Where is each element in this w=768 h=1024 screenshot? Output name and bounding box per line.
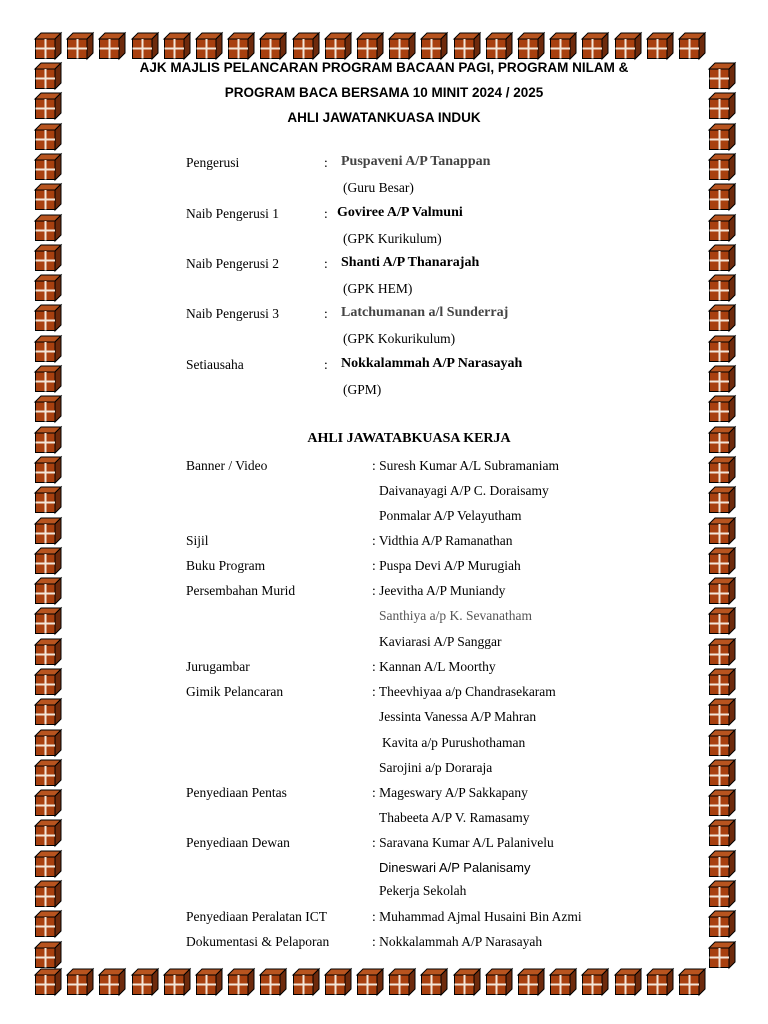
induk-label-naib-2: Naib Pengerusi 2 <box>186 256 279 271</box>
brick-cube-icon <box>35 669 61 695</box>
brick-cube-icon <box>132 969 158 995</box>
brick-cube-icon <box>582 33 608 59</box>
brick-cube-icon <box>709 396 735 422</box>
kerja-label-jurugambar: Jurugambar <box>186 659 250 674</box>
brick-cube-icon <box>196 33 222 59</box>
kerja-label-gimik: Gimik Pelancaran <box>186 684 284 699</box>
brick-cube-icon <box>709 184 735 210</box>
induk-role-naib-2: (GPK HEM) <box>343 281 413 296</box>
brick-cube-icon <box>709 487 735 513</box>
brick-cube-icon <box>709 518 735 544</box>
brick-cube-icon <box>709 457 735 483</box>
kerja-label-dokumentasi: Dokumentasi & Pelaporan <box>186 934 330 949</box>
kerja-member: : Vidthia A/P Ramanathan <box>372 533 513 548</box>
kerja-member: : Kannan A/L Moorthy <box>372 659 496 674</box>
kerja-member: Thabeeta A/P V. Ramasamy <box>379 810 530 825</box>
brick-cube-icon <box>550 969 576 995</box>
kerja-member: Kaviarasi A/P Sanggar <box>379 634 502 649</box>
brick-cube-icon <box>647 969 673 995</box>
brick-cube-icon <box>35 608 61 634</box>
brick-cube-icon <box>421 969 447 995</box>
brick-cube-icon <box>35 275 61 301</box>
kerja-member: : Suresh Kumar A/L Subramaniam <box>372 458 559 473</box>
kerja-member: Kavita a/p Purushothaman <box>382 735 526 750</box>
kerja-label-pentas: Penyediaan Pentas <box>186 785 287 800</box>
brick-cube-icon <box>35 942 61 968</box>
brick-cube-icon <box>709 305 735 331</box>
brick-cube-icon <box>35 699 61 725</box>
kerja-label-dewan: Penyediaan Dewan <box>186 835 290 850</box>
kerja-member: Sarojini a/p Doraraja <box>379 760 493 775</box>
brick-cube-icon <box>35 336 61 362</box>
brick-cube-icon <box>35 969 61 995</box>
brick-cube-icon <box>35 457 61 483</box>
brick-cube-icon <box>709 608 735 634</box>
brick-cube-icon <box>709 366 735 392</box>
brick-cube-icon <box>486 33 512 59</box>
brick-cube-icon <box>35 124 61 150</box>
colon: : <box>324 256 328 271</box>
brick-cube-icon <box>679 33 705 59</box>
brick-cube-icon <box>389 33 415 59</box>
kerja-member: Ponmalar A/P Velayutham <box>379 508 522 523</box>
induk-label-pengerusi: Pengerusi <box>186 155 240 170</box>
brick-cube-icon <box>67 969 93 995</box>
brick-cube-icon <box>679 969 705 995</box>
brick-cube-icon <box>518 33 544 59</box>
brick-cube-icon <box>709 548 735 574</box>
brick-cube-icon <box>260 969 286 995</box>
kerja-member: Dineswari A/P Palanisamy <box>379 860 531 875</box>
brick-cube-icon <box>35 790 61 816</box>
brick-cube-icon <box>99 33 125 59</box>
brick-cube-icon <box>164 969 190 995</box>
induk-name-naib-2: Shanti A/P Thanarajah <box>341 255 480 270</box>
brick-cube-icon <box>709 911 735 937</box>
brick-cube-icon <box>709 124 735 150</box>
brick-cube-icon <box>615 969 641 995</box>
brick-cube-icon <box>709 790 735 816</box>
brick-cube-icon <box>709 820 735 846</box>
section-title-induk: AHLI JAWATANKUASA INDUK <box>287 110 481 125</box>
induk-name-naib-1: Goviree A/P Valmuni <box>337 205 463 220</box>
brick-cube-icon <box>709 851 735 877</box>
induk-label-setiausaha: Setiausaha <box>186 357 244 372</box>
brick-cube-icon <box>196 969 222 995</box>
kerja-member: Jessinta Vanessa A/P Mahran <box>379 709 537 724</box>
brick-cube-icon <box>35 851 61 877</box>
brick-cube-icon <box>709 639 735 665</box>
induk-name-naib-3: Latchumanan a/l Sunderraj <box>341 305 509 320</box>
brick-cube-icon <box>35 518 61 544</box>
brick-cube-icon <box>35 33 61 59</box>
brick-cube-icon <box>709 275 735 301</box>
kerja-member: : Mageswary A/P Sakkapany <box>372 785 528 800</box>
document-title-line-1: AJK MAJLIS PELANCARAN PROGRAM BACAAN PAGI, PROGRAM NILAM & <box>139 60 629 75</box>
brick-cube-icon <box>709 730 735 756</box>
kerja-member: : Muhammad Ajmal Husaini Bin Azmi <box>372 909 582 924</box>
brick-cube-icon <box>454 969 480 995</box>
induk-role-naib-3: (GPK Kokurikulum) <box>343 331 456 346</box>
brick-cube-icon <box>709 881 735 907</box>
brick-cube-icon <box>709 942 735 968</box>
brick-cube-icon <box>550 33 576 59</box>
brick-cube-icon <box>582 969 608 995</box>
brick-cube-icon <box>389 969 415 995</box>
brick-cube-icon <box>35 184 61 210</box>
kerja-member: Daivanayagi A/P C. Doraisamy <box>379 483 549 498</box>
brick-cube-icon <box>325 33 351 59</box>
kerja-label-persembahan: Persembahan Murid <box>186 583 296 598</box>
brick-cube-icon <box>709 336 735 362</box>
brick-cube-icon <box>709 699 735 725</box>
brick-cube-icon <box>325 969 351 995</box>
kerja-member: : Saravana Kumar A/L Palanivelu <box>372 835 554 850</box>
induk-label-naib-3: Naib Pengerusi 3 <box>186 306 279 321</box>
brick-cube-icon <box>228 969 254 995</box>
kerja-label-banner: Banner / Video <box>186 458 268 473</box>
kerja-label-buku-program: Buku Program <box>186 558 266 573</box>
brick-cube-icon <box>647 33 673 59</box>
induk-role-pengerusi: (Guru Besar) <box>343 180 414 195</box>
kerja-label-ict: Penyediaan Peralatan ICT <box>186 909 327 924</box>
induk-role-naib-1: (GPK Kurikulum) <box>343 231 442 246</box>
induk-role-setiausaha: (GPM) <box>343 382 382 397</box>
kerja-member: : Jeevitha A/P Muniandy <box>372 583 506 598</box>
brick-cube-icon <box>35 154 61 180</box>
kerja-member: Santhiya a/p K. Sevanatham <box>379 608 532 623</box>
colon: : <box>324 306 328 321</box>
kerja-label-sijil: Sijil <box>186 533 209 548</box>
induk-name-pengerusi: Puspaveni A/P Tanappan <box>341 154 491 169</box>
brick-cube-icon <box>293 33 319 59</box>
brick-cube-icon <box>35 760 61 786</box>
brick-cube-icon <box>35 396 61 422</box>
brick-cube-icon <box>164 33 190 59</box>
brick-cube-icon <box>35 487 61 513</box>
colon: : <box>324 206 328 221</box>
brick-cube-icon <box>357 33 383 59</box>
brick-cube-icon <box>709 578 735 604</box>
brick-cube-icon <box>35 366 61 392</box>
brick-cube-icon <box>35 639 61 665</box>
brick-cube-icon <box>132 33 158 59</box>
brick-cube-icon <box>709 154 735 180</box>
section-title-kerja: AHLI JAWATABKUASA KERJA <box>307 431 511 446</box>
brick-cube-icon <box>35 548 61 574</box>
colon: : <box>324 155 328 170</box>
kerja-member: Pekerja Sekolah <box>379 883 467 898</box>
kerja-member: : Nokkalammah A/P Narasayah <box>372 934 543 949</box>
brick-cube-icon <box>709 669 735 695</box>
brick-cube-icon <box>421 33 447 59</box>
brick-cube-icon <box>35 305 61 331</box>
brick-cube-icon <box>228 33 254 59</box>
brick-cube-icon <box>35 911 61 937</box>
brick-cube-icon <box>486 969 512 995</box>
brick-cube-icon <box>615 33 641 59</box>
kerja-member: : Puspa Devi A/P Murugiah <box>372 558 521 573</box>
brick-cube-icon <box>67 33 93 59</box>
colon: : <box>324 357 328 372</box>
brick-cube-icon <box>35 578 61 604</box>
kerja-member: : Theevhiyaa a/p Chandrasekaram <box>372 684 556 699</box>
brick-cube-icon <box>454 33 480 59</box>
brick-cube-icon <box>709 760 735 786</box>
brick-cube-icon <box>35 881 61 907</box>
induk-label-naib-1: Naib Pengerusi 1 <box>186 206 279 221</box>
brick-cube-icon <box>709 215 735 241</box>
brick-cube-icon <box>260 33 286 59</box>
brick-cube-icon <box>709 245 735 271</box>
brick-cube-icon <box>35 215 61 241</box>
document-title-line-2: PROGRAM BACA BERSAMA 10 MINIT 2024 / 2025 <box>224 85 544 100</box>
induk-name-setiausaha: Nokkalammah A/P Narasayah <box>341 356 523 371</box>
brick-cube-icon <box>35 730 61 756</box>
brick-cube-icon <box>293 969 319 995</box>
brick-cube-icon <box>35 245 61 271</box>
brick-cube-icon <box>35 820 61 846</box>
brick-cube-icon <box>99 969 125 995</box>
brick-cube-icon <box>357 969 383 995</box>
brick-cube-icon <box>518 969 544 995</box>
